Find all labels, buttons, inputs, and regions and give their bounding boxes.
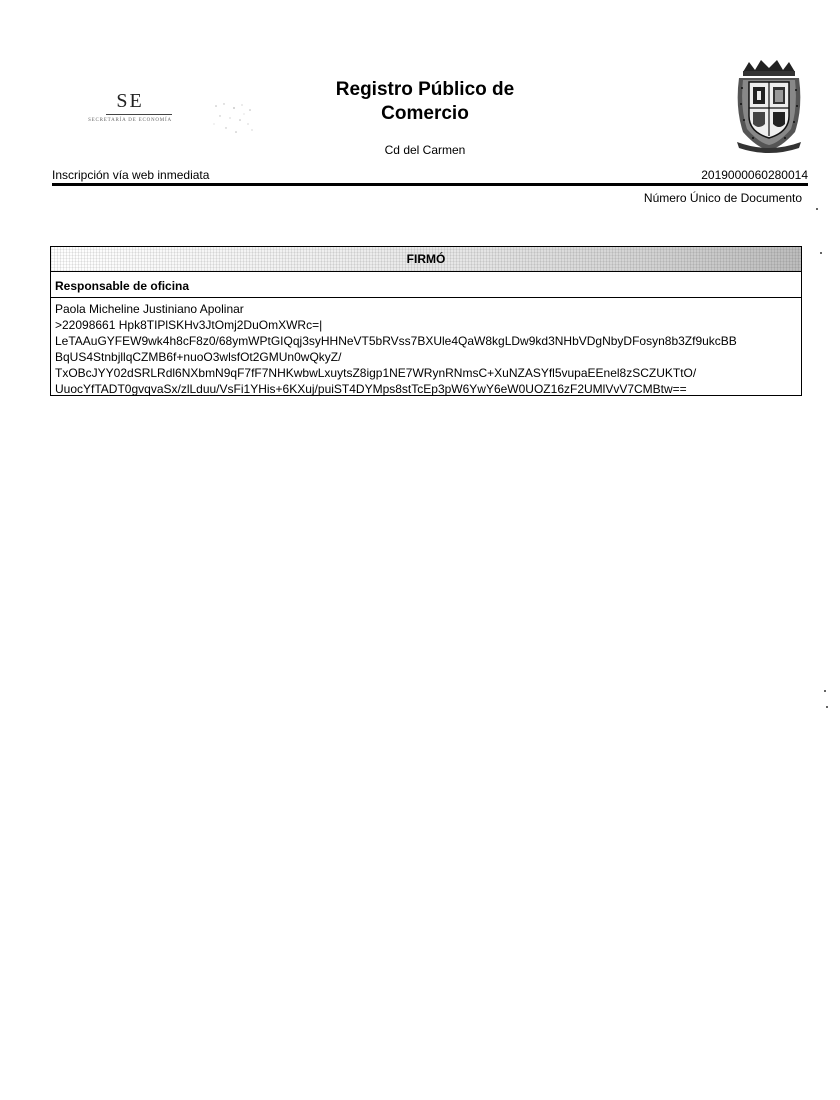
signer-name: Paola Micheline Justiniano Apolinar <box>55 302 244 316</box>
coat-of-arms <box>733 58 805 154</box>
faint-seal-stamp <box>206 98 262 138</box>
document-number: 2019000060280014 <box>701 168 808 182</box>
logo-rule <box>106 114 172 115</box>
city-label: Cd del Carmen <box>384 143 466 157</box>
title-line-2: Comercio <box>381 103 469 124</box>
scan-speck <box>824 690 826 692</box>
signer-role: Responsable de oficina <box>51 275 801 298</box>
scan-speck <box>826 706 828 708</box>
scan-speck <box>816 208 818 210</box>
document-number-label: Número Único de Documento <box>643 191 802 205</box>
scan-speck <box>820 252 822 254</box>
signature-line: LeTAAuGYFEW9wk4h8cF8z0/68ymWPtGIQqj3syHHNeVT5bRVss7BXUle4QaW8kgLDw9kd3NHbVDgNbyDFosyn8b3Zf9ukcBB <box>55 334 737 348</box>
se-logo <box>74 86 186 134</box>
signature-header-label: FIRMÓ <box>406 252 446 266</box>
signature-box <box>50 246 802 396</box>
page-title <box>300 78 550 126</box>
signature-line: UuocYfTADT0gvqvaSx/zlLduu/VsFi1YHis+6KXuj/puiST4DYMps8stTcEp3pW6YwY6eW0UOZ16zF2UMlVvV7CMBtw== <box>55 382 687 396</box>
signature-header <box>51 247 801 272</box>
signature-line: >22098661 Hpk8TIPlSKHv3JtOmj2DuOmXWRc=| <box>55 318 323 332</box>
title-line-1: Registro Público de <box>335 79 515 100</box>
signature-body <box>55 301 799 397</box>
signature-line: TxOBcJYY02dSRLRdl6NXbmN9qF7fF7NHKwbwLxuytsZ8igp1NE7WRynRNmsC+XuNZASYfl5vupaEEnel8zSCZUKTtO/ <box>55 366 697 380</box>
logo-subtext: SECRETARÍA DE ECONOMÍA <box>88 118 172 123</box>
header-divider <box>52 183 808 186</box>
inscription-label: Inscripción vía web inmediata <box>52 168 210 182</box>
signature-line: BqUS4StnbjllqCZMB6f+nuoO3wlsfOt2GMUn0wQkyZ/ <box>55 350 342 364</box>
logo-text: SE <box>116 90 144 112</box>
